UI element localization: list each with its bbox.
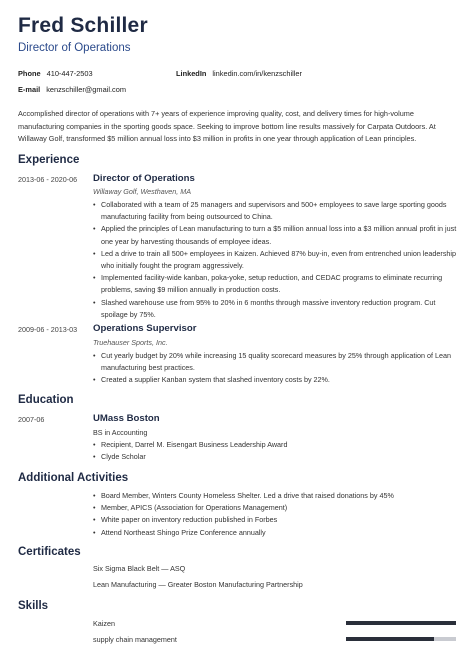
professional-summary: Accomplished director of operations with 7+ years of experience improving quality, cost, and delivery times for high-volume manufacturing companies in the sporting goods space. Seeking to improve bottom line results massively for Carpata Outdoors. At Willaway Golf, transformed $5 million annual loss into $3 million in profits in one year through application of Lean principles. [18,109,436,143]
education-degree: BS in Accounting [93,428,148,437]
list-item: • Created a supplier Kanban system that slashed inventory costs by 22%. [93,374,461,386]
education-school: UMass Boston [93,413,160,424]
activities-bullets [93,490,461,539]
email-label: E-mail [18,85,41,94]
job-1-dates: 2013-06 - 2020-06 [18,175,78,184]
experience-heading: Experience [18,154,80,166]
certificate-item: Six Sigma Black Belt — ASQ [93,564,186,573]
candidate-title: Director of Operations [18,42,131,54]
job-1-bullets [93,199,461,321]
contact-linkedin [176,69,302,78]
list-item: • Slashed warehouse use from 95% to 20% in 6 months through massive inventory reduction program. Cut spoilage by 75%. [93,297,461,321]
list-item: • Collaborated with a team of 25 managers and supervisors and 500+ employees to save large sporting goods manufacturing facility from being outsourced to China. [93,199,461,223]
list-item: • Recipient, Darrel M. Eisengart Business Leadership Award [93,439,461,451]
job-2-bullets [93,350,461,387]
skill-name: supply chain management [93,635,177,644]
linkedin-label: LinkedIn [176,69,207,78]
job-2-dates: 2009-06 - 2013-03 [18,325,78,334]
job-2-company: Truehauser Sports, Inc. [93,338,168,347]
candidate-name: Fred Schiller [18,14,148,37]
skills-heading: Skills [18,600,49,612]
contact-email [18,85,126,94]
list-item: • Implemented facility-wide kanban, poka-yoke, setup reduction, and CEDAC programs to eliminate recurring problems, saving $9 million annually in production costs. [93,272,461,296]
activities-heading: Additional Activities [18,472,129,484]
job-1-title: Director of Operations [93,173,195,184]
phone-label: Phone [18,69,41,78]
skill-bar-fill [346,637,434,641]
list-item: • Clyde Scholar [93,451,461,463]
list-item: • Attend Northeast Shingo Prize Conference annually [93,527,461,539]
education-bullets [93,439,461,463]
linkedin-value[interactable]: linkedin.com/in/kenzschiller [212,69,302,78]
skill-bar-fill [346,621,456,625]
certificates-heading: Certificates [18,546,81,558]
list-item: • Cut yearly budget by 20% while increasing 15 quality scorecard measures by 25% through application of Lean manufacturing best practices. [93,350,461,374]
list-item: • Applied the principles of Lean manufacturing to turn a $5 million annual loss into a $3 million annual profit in just one year by harvesting thousands of employee ideas. [93,223,461,247]
job-1-company: Willaway Golf, Westhaven, MA [93,187,192,196]
skill-name: Kaizen [93,619,115,628]
phone-value: 410-447-2503 [46,69,93,78]
job-2-title: Operations Supervisor [93,323,197,334]
list-item: • White paper on inventory reduction published in Forbes [93,514,461,526]
skill-bar [346,621,456,625]
certificate-item: Lean Manufacturing — Greater Boston Manufacturing Partnership [93,580,303,589]
education-date: 2007-06 [18,415,45,424]
list-item: • Board Member, Winters County Homeless Shelter. Led a drive that raised donations by 45% [93,490,461,502]
list-item: • Member, APICS (Association for Operations Management) [93,502,461,514]
education-heading: Education [18,394,74,406]
contact-phone [18,69,93,78]
list-item: • Led a drive to train all 500+ employees in Kaizen. Achieved 87% buy-in, even from entrenched union leadership who initially fought the program aggressively. [93,248,461,272]
email-value[interactable]: kenzschiller@gmail.com [46,85,126,94]
skill-bar [346,637,456,641]
